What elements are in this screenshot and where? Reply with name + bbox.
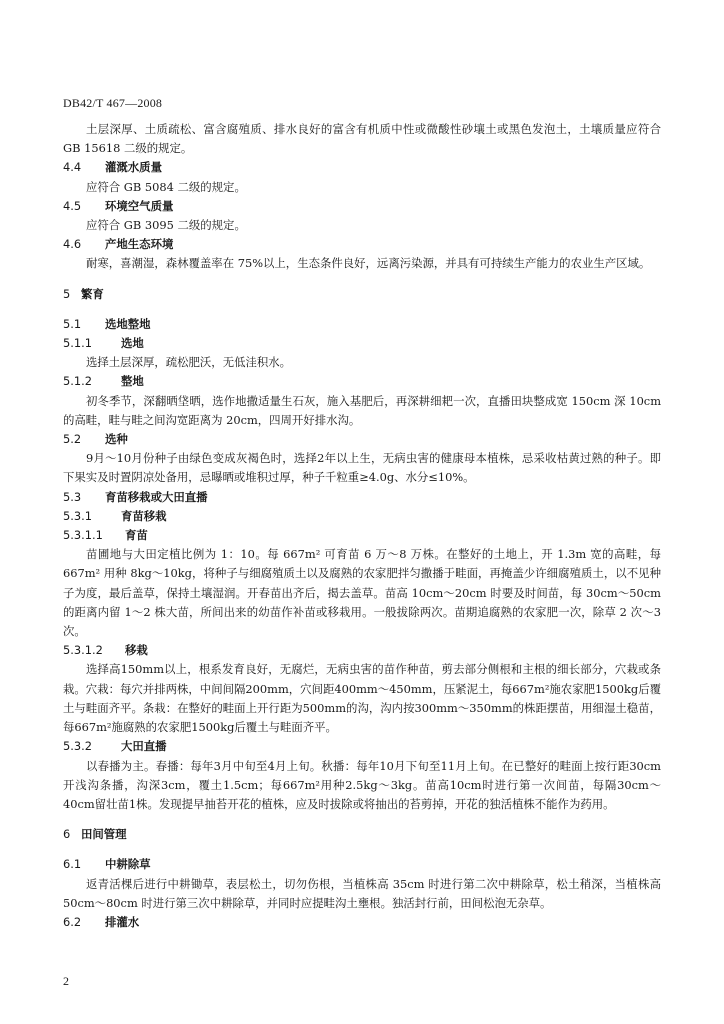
paragraph: 9月～10月份种子由绿色变成灰褐色时，选择2年以上生，无病虫害的健康母本植株，忌采收枯黄过熟的种子。即下果实及时置阴凉处备用，忌曝晒或堆积过厚，种子千粒重≥4.0g、水分≤10%。 xyxy=(63,451,661,485)
heading-title: 灌溉水质量 xyxy=(105,160,162,175)
document-code: DB42/T 467—2008 xyxy=(63,96,163,110)
heading-number: 5 xyxy=(63,286,71,301)
paragraph: 耐寒，喜潮湿，森林覆盖率在 75%以上，生态条件良好，远离污染源，并具有可持续生产能力的农业生产区域。 xyxy=(86,256,651,271)
paragraph: 返青活棵后进行中耕锄草，表层松土，切勿伤根，当植株高 35cm 时进行第二次中耕除草，松土稍深，当植株高 50cm～80cm 时进行第三次中耕除草，并同时应提畦沟土壅根。独活封行前，田间松泡无杂草。 xyxy=(63,876,661,910)
heading-number: 5.2 xyxy=(63,432,82,447)
heading-title: 产地生态环境 xyxy=(105,237,174,252)
subsection-heading xyxy=(63,158,661,177)
heading-number: 6 xyxy=(63,827,71,842)
subsection-heading xyxy=(63,507,661,526)
heading-number: 5.3.1 xyxy=(63,508,92,523)
paragraph: 选择土层深厚，疏松肥沃，无低洼积水。 xyxy=(86,355,292,370)
paragraph: 选择高150mm以上，根系发育良好，无腐烂，无病虫害的苗作种苗，剪去部分侧根和主根的细长部分，穴栽或条栽。穴栽：每穴并排两株，中间间隔200mm，穴间距400mm～450mm，压紧泥土，每667m²施农家肥1500kg后覆土与畦面齐平。条栽：在整好的畦面上开行距为500mm的沟，沟内按300mm～350mm的株距摆苗，用细湿土稳苗，每667m²施腐熟的农家肥1500kg后覆土与畦面齐平。 xyxy=(63,662,661,735)
heading-title: 育苗移栽 xyxy=(121,508,167,523)
heading-number: 5.1.1 xyxy=(63,336,92,351)
subsection-heading xyxy=(63,737,661,756)
heading-title: 育苗 xyxy=(125,528,148,543)
heading-title: 选地整地 xyxy=(105,316,151,331)
paragraph: 应符合 GB 3095 二级的规定。 xyxy=(86,218,246,233)
heading-title: 环境空气质量 xyxy=(105,198,174,213)
paragraph: 以春播为主。春播：每年3月中旬至4月上旬。秋播：每年10月下旬至11月上旬。在已整好的畦面上按行距30cm开浅沟条播，沟深3cm，覆土1.5cm；每667m²用种2.5kg～3kg。苗高10cm时进行第一次间苗，每隔30cm～40cm留壮苗1株。发现提早抽苔开花的植株，应及时拔除或将抽出的苔剪掉，开花的独活植株不能作为药用。 xyxy=(63,758,661,811)
heading-number: 4.6 xyxy=(63,237,82,252)
subsection-heading xyxy=(63,430,661,449)
heading-number: 5.3 xyxy=(63,489,82,504)
heading-title: 排灌水 xyxy=(105,914,140,929)
heading-title: 繁育 xyxy=(81,286,104,301)
subsection-heading xyxy=(63,334,661,353)
heading-title: 整地 xyxy=(121,374,144,389)
page-number: 2 xyxy=(63,974,69,988)
heading-number: 5.1 xyxy=(63,316,82,331)
subsection-heading xyxy=(63,913,661,932)
heading-title: 中耕除草 xyxy=(105,857,151,872)
heading-number: 4.5 xyxy=(63,198,82,213)
heading-title: 移栽 xyxy=(125,643,148,658)
subsection-heading xyxy=(63,315,661,334)
paragraph: 应符合 GB 5084 二级的规定。 xyxy=(86,179,246,194)
section-heading xyxy=(63,825,661,844)
heading-number: 6.2 xyxy=(63,914,82,929)
section-heading xyxy=(63,285,661,304)
heading-number: 5.3.1.1 xyxy=(63,528,103,543)
subsection-heading xyxy=(63,235,661,254)
paragraph: 土层深厚、土质疏松、富含腐殖质、排水良好的富含有机质中性或微酸性砂壤土或黑色发泡土，土壤质量应符合 GB 15618 二级的规定。 xyxy=(63,122,661,156)
paragraph: 初冬季节，深翻晒垡晒，选作地撒适量生石灰，施入基肥后，再深耕细耙一次，直播田块整成宽 150cm 深 10cm 的高畦，畦与畦之间沟宽距离为 20cm，四周开好排水沟。 xyxy=(63,393,661,427)
heading-number: 5.1.2 xyxy=(63,374,92,389)
heading-number: 5.3.1.2 xyxy=(63,643,103,658)
subsection-heading xyxy=(63,855,661,874)
paragraph: 苗圃地与大田定植比例为 1：10。每 667m² 可育苗 6 万～8 万株。在整好的土地上，开 1.3m 宽的高畦，每 667m² 用种 8kg～10kg，将种子与细腐殖质土以及腐熟的农家肥拌匀撒播于畦面，再掩盖少许细腐殖质土，以不见种子为度，最后盖草，保持土壤湿润。开春苗出齐后，揭去盖草。苗高 10cm～20cm 时要及时间苗，每 30cm～50cm 的距离内留 1～2 株大苗，所间出来的幼苗作补苗或移栽用。一般拔除两次。苗期追腐熟的农家肥一次，除草 2 次～3 次。 xyxy=(63,547,661,639)
heading-number: 5.3.2 xyxy=(63,739,92,754)
subsection-heading xyxy=(63,526,661,545)
heading-number: 6.1 xyxy=(63,857,82,872)
subsection-heading xyxy=(63,641,661,660)
heading-number: 4.4 xyxy=(63,160,82,175)
heading-title: 选种 xyxy=(105,432,128,447)
heading-title: 选地 xyxy=(121,336,144,351)
heading-title: 田间管理 xyxy=(81,827,127,842)
subsection-heading xyxy=(63,197,661,216)
heading-title: 大田直播 xyxy=(121,739,167,754)
subsection-heading xyxy=(63,488,661,507)
document-body xyxy=(63,120,661,932)
heading-title: 育苗移栽或大田直播 xyxy=(105,489,208,504)
subsection-heading xyxy=(63,372,661,391)
